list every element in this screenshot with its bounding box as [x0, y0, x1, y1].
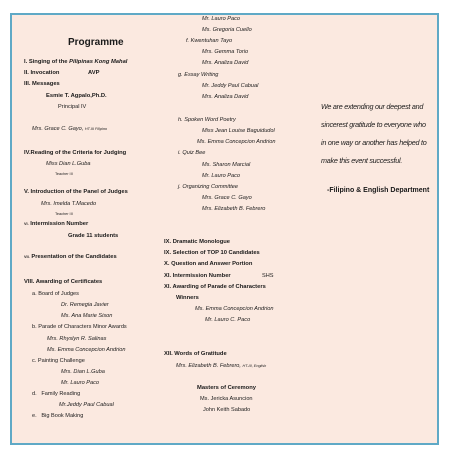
c2-line-9: h. Spoken Word Poetry	[178, 117, 236, 123]
c2-item-winners: Winners	[176, 295, 199, 301]
item-2-avp: AVP	[88, 70, 100, 76]
gratitude-line-4: make this event successful.	[321, 156, 403, 165]
item-8: VIII. Awarding of Certificates	[24, 279, 103, 285]
c2-line-15: j. Organizing Committee	[178, 184, 238, 190]
c2-item-gratitude: XII. Words of Gratitude	[164, 351, 227, 357]
item-8b: b. Parade of Characters Minor Awards	[32, 324, 127, 330]
speaker-name: Esmie T. Agpalo,Ph.D.	[46, 93, 107, 99]
item-6: VI. Intermission Number	[24, 221, 89, 227]
c2-line-11: Ms. Emma Concepcion Andrion	[197, 139, 276, 145]
programme-title: Programme	[68, 37, 124, 48]
item-8c-person-2: Mr. Lauro Paco	[61, 380, 100, 386]
item-6-performers: Grade 11 students	[68, 233, 119, 239]
item-5: V. Introduction of the Panel of Judges	[24, 189, 128, 195]
item-8b-person-1: Mrs. Rhyslyn R. Salinas	[47, 336, 107, 342]
c2-item-parade: XI. Awarding of Parade of Characters	[164, 284, 266, 290]
gratitude-line-2: sincerest gratitude to everyone who	[321, 120, 426, 129]
item-1: I. Singing of the Pilipinas Kong Mahal	[24, 59, 128, 65]
item-8b-person-2: Ms. Emma Concepcion Andrion	[47, 347, 126, 353]
item-8d-person: Mr.Jeddy Paul Cabual	[59, 402, 114, 408]
c2-line-16: Mrs. Grace C. Gayo	[202, 195, 252, 201]
c2-line-13: Ms. Sharon Marcial	[202, 162, 251, 168]
c2-winner-2: Mr. Lauro C. Paco	[205, 317, 251, 323]
item-8c: c. Painting Challenge	[32, 358, 85, 364]
item-7: VII. Presentation of the Candidates	[24, 254, 117, 260]
c2-mc-2: John Keith Sabado	[203, 407, 251, 413]
c2-winner-1: Ms. Emma Concepcion Andrion	[195, 306, 274, 312]
c2-line-14: Mr. Lauro Paco	[202, 173, 241, 179]
c2-item-top10: IX. Selection of TOP 10 Candidates	[164, 250, 260, 256]
item-4-person: Miss Dian L.Guba	[46, 161, 91, 167]
c2-line-12: i. Quiz Bee	[178, 150, 206, 156]
c2-masters-heading: Masters of Ceremony	[197, 385, 256, 391]
c2-line-8: Mrs. Analiza David	[202, 94, 249, 100]
item-5-role: Teacher III	[55, 212, 73, 216]
speaker-title: Principal IV	[58, 104, 87, 110]
item-4-role: Teacher III	[55, 172, 73, 176]
item-8a: a. Board of Judges	[32, 291, 79, 297]
item-3: III. Messages	[24, 81, 60, 87]
c2-line-5: Mrs. Analiza David	[202, 60, 249, 66]
gratitude-line-1: We are extending our deepest and	[321, 102, 424, 111]
c2-gratitude-person: Mrs. Elizabeth B. Febrero, HT-III, English	[176, 363, 267, 369]
item-4: IV.Reading of the Criteria for Judging	[24, 150, 127, 156]
c2-item-dramatic: IX. Dramatic Monologue	[164, 239, 231, 245]
c2-line-4: Mrs. Gemma Torio	[202, 49, 249, 55]
c2-line-2: Ms. Gregoria Cuello	[202, 27, 252, 33]
item-8c-person-1: Mrs. Dian L.Guba	[61, 369, 105, 375]
item-8a-person-1: Dr. Remegia Javier	[61, 302, 109, 308]
c2-item-intermission: XI. Intermission Number	[164, 273, 231, 279]
c2-line-1: Mr. Lauro Paco	[202, 16, 241, 22]
c2-line-3: f. Kwentuhan Tayo	[186, 38, 233, 44]
item-8e: e. Big Book Making	[32, 413, 84, 419]
c2-line-6: g. Essay Writing	[178, 72, 219, 78]
c2-line-10: Miss Jean Louise Baguidudol	[202, 128, 275, 134]
c2-mc-1: Ms. Jericka Asuncion	[200, 396, 253, 402]
item-8a-person-2: Ms. Ana Marie Sison	[61, 313, 113, 319]
c2-item-qa: X. Question and Answer Portion	[164, 261, 253, 267]
item-2-label: II. Invocation	[24, 70, 60, 76]
c2-line-17: Mrs. Elizabeth B. Febrero	[202, 206, 266, 212]
gratitude-line-3: in one way or another has helped to	[321, 138, 427, 147]
c2-item-shs: SHS	[262, 273, 274, 279]
speaker-2: Mrs. Grace C. Gayo, HT-III Filipino	[32, 126, 108, 132]
department-signature: -Filipino & English Department	[327, 187, 430, 194]
item-8d: d. Family Reading	[32, 391, 81, 397]
item-5-person: Mrs. Imelda T.Macedo	[41, 201, 97, 207]
c2-line-7: Mr. Jeddy Paul Cabual	[202, 83, 259, 89]
